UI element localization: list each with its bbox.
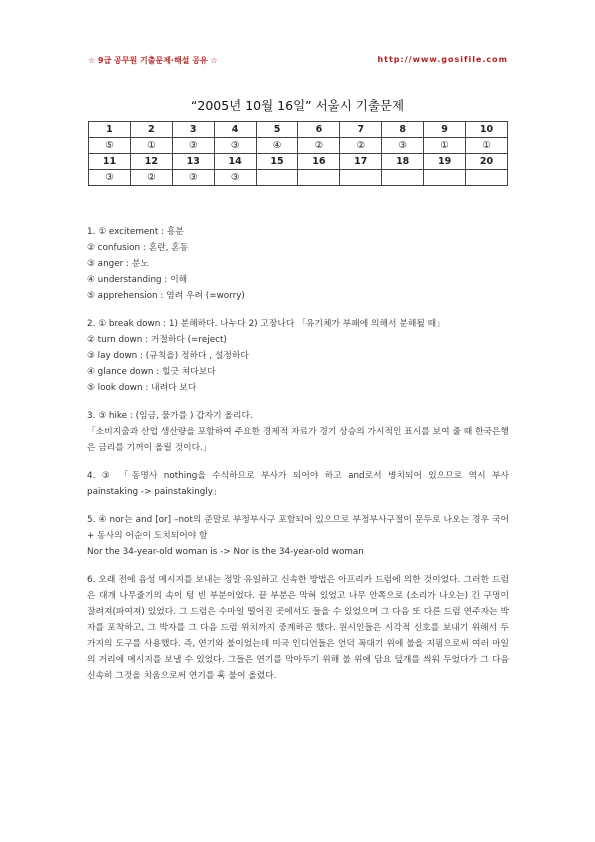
table-cell: ② bbox=[340, 138, 382, 154]
header-url-link[interactable]: http://www.gosifile.com bbox=[377, 55, 508, 64]
question-2 bbox=[87, 316, 509, 396]
text-line: 6. 오래 전에 음성 메시지를 보내는 정말 유일하고 신속한 방법은 아프리카 드럼에 의한 것이었다. 그러한 드럼은 대개 나무줄기의 속이 텅 빈 부분이었다. 끝 부분은 막혀 있었고 나무 안쪽으로 (소리가 나오는) 긴 구멍이 잘려져(파여져) 있었다. 그 드럼은 수마일 떨어진 곳에서도 들을 수 있었으며 그 다음 또 다른 드럼 연주자는 박자를 포착하고, 그 박자를 그 다음 드럼 위치까지 중계하곤 했다. 원시인들은 시각적 신호를 보내기 위해서 두 가지의 도구를 사용했다. 즉, 연기와 불이었는데 미국 인디언들은 언덕 꼭대기 위에 불을 지핌으로써 여러 마일의 거리에 메시지를 보낼 수 있었다. 그들은 연기를 막아두기 위해 불 위에 담요 덮개를 씌워 두었다가 그 다음 신속히 그것을 치움으로써 연기를 훅 불어 올렸다. bbox=[87, 575, 509, 681]
table-row bbox=[89, 122, 508, 138]
table-cell: ③ bbox=[172, 170, 214, 186]
table-cell: 14 bbox=[214, 154, 256, 170]
table-cell: ② bbox=[130, 170, 172, 186]
table-cell: 1 bbox=[89, 122, 131, 138]
table-cell bbox=[382, 170, 424, 186]
header-title: ☆ 9급 공무원 기출문제·해설 공유 ☆ bbox=[88, 56, 218, 65]
table-cell bbox=[466, 170, 508, 186]
table-cell: ③ bbox=[214, 170, 256, 186]
table-cell: ② bbox=[298, 138, 340, 154]
table-cell: ⑤ bbox=[89, 138, 131, 154]
table-row bbox=[89, 170, 508, 186]
text-line: ④ understanding : 이해 bbox=[87, 275, 188, 285]
text-line: ④ glance down : 힐긋 쳐다보다 bbox=[87, 367, 216, 377]
table-cell: 7 bbox=[340, 122, 382, 138]
text-line: 5. ④ nor는 and [or] –not의 준말로 부정부사구 포함되어 있으므로 부정부사구절이 문두로 나오는 경우 국어 + 동사의 어순이 도치되어야 함 bbox=[87, 515, 509, 541]
table-cell: 11 bbox=[89, 154, 131, 170]
table-cell: 2 bbox=[130, 122, 172, 138]
text-line: 2. ① break down : 1) 분해하다. 나누다 2) 고장나다 「유기체가 부패에 의해서 분해될 때」 bbox=[87, 319, 445, 329]
table-cell: 17 bbox=[340, 154, 382, 170]
answer-table bbox=[88, 121, 508, 186]
table-cell: ③ bbox=[89, 170, 131, 186]
table-row bbox=[89, 138, 508, 154]
table-cell: ① bbox=[130, 138, 172, 154]
question-4 bbox=[87, 468, 509, 500]
text-line: ② confusion : 혼란, 혼동 bbox=[87, 243, 189, 253]
text-line: ③ anger : 분노 bbox=[87, 259, 149, 269]
table-cell: ① bbox=[424, 138, 466, 154]
table-cell: 3 bbox=[172, 122, 214, 138]
table-row bbox=[89, 154, 508, 170]
text-line: 3. ③ hike : (임금, 물가를 ) 갑자기 올리다. bbox=[87, 411, 253, 421]
table-cell: ③ bbox=[382, 138, 424, 154]
table-cell: 9 bbox=[424, 122, 466, 138]
table-cell: 8 bbox=[382, 122, 424, 138]
table-cell: 16 bbox=[298, 154, 340, 170]
text-line: ⑤ apprehension : 염려 우려 (=worry) bbox=[87, 291, 245, 301]
table-cell: ④ bbox=[256, 138, 298, 154]
table-cell: 5 bbox=[256, 122, 298, 138]
table-cell bbox=[340, 170, 382, 186]
table-cell bbox=[298, 170, 340, 186]
table-cell: 19 bbox=[424, 154, 466, 170]
table-cell: 15 bbox=[256, 154, 298, 170]
table-cell bbox=[256, 170, 298, 186]
table-cell: 13 bbox=[172, 154, 214, 170]
table-cell: 4 bbox=[214, 122, 256, 138]
text-line: 4. ③ 「동명사 nothing을 수식하므로 부사가 되어야 하고 and로서 병치되어 있으므로 역시 부사 painstaking -> painstakingly」 bbox=[87, 471, 509, 497]
table-cell: ③ bbox=[172, 138, 214, 154]
question-6 bbox=[87, 572, 509, 684]
table-cell bbox=[424, 170, 466, 186]
page-title: “2005년 10월 16일” 서울시 기출문제 bbox=[190, 98, 405, 113]
text-line: 「소비지출과 산업 생산량을 포함하여 주요한 경제적 자료가 경기 상승의 가시적인 표시를 보여 줄 때 한국은행은 금리를 기꺼이 올릴 것이다.」 bbox=[87, 427, 509, 453]
table-cell: ① bbox=[466, 138, 508, 154]
text-line: ③ lay down : (규칙을) 정하다 , 설정하다 bbox=[87, 351, 249, 361]
text-line: ⑤ look down : 내려다 보다 bbox=[87, 383, 197, 393]
question-3 bbox=[87, 408, 509, 456]
table-cell: 12 bbox=[130, 154, 172, 170]
page-header bbox=[88, 55, 508, 67]
question-5 bbox=[87, 512, 509, 560]
table-cell: 20 bbox=[466, 154, 508, 170]
table-cell: ③ bbox=[214, 138, 256, 154]
text-line: Nor the 34-year-old woman is -> Nor is the 34-year-old woman bbox=[87, 547, 364, 557]
explanation-content bbox=[87, 224, 509, 696]
table-cell: 18 bbox=[382, 154, 424, 170]
text-line: ② turn down : 거절하다 (=reject) bbox=[87, 335, 227, 345]
text-line: 1. ① excitement : 흥분 bbox=[87, 227, 184, 237]
table-cell: 6 bbox=[298, 122, 340, 138]
table-cell: 10 bbox=[466, 122, 508, 138]
question-1 bbox=[87, 224, 509, 304]
